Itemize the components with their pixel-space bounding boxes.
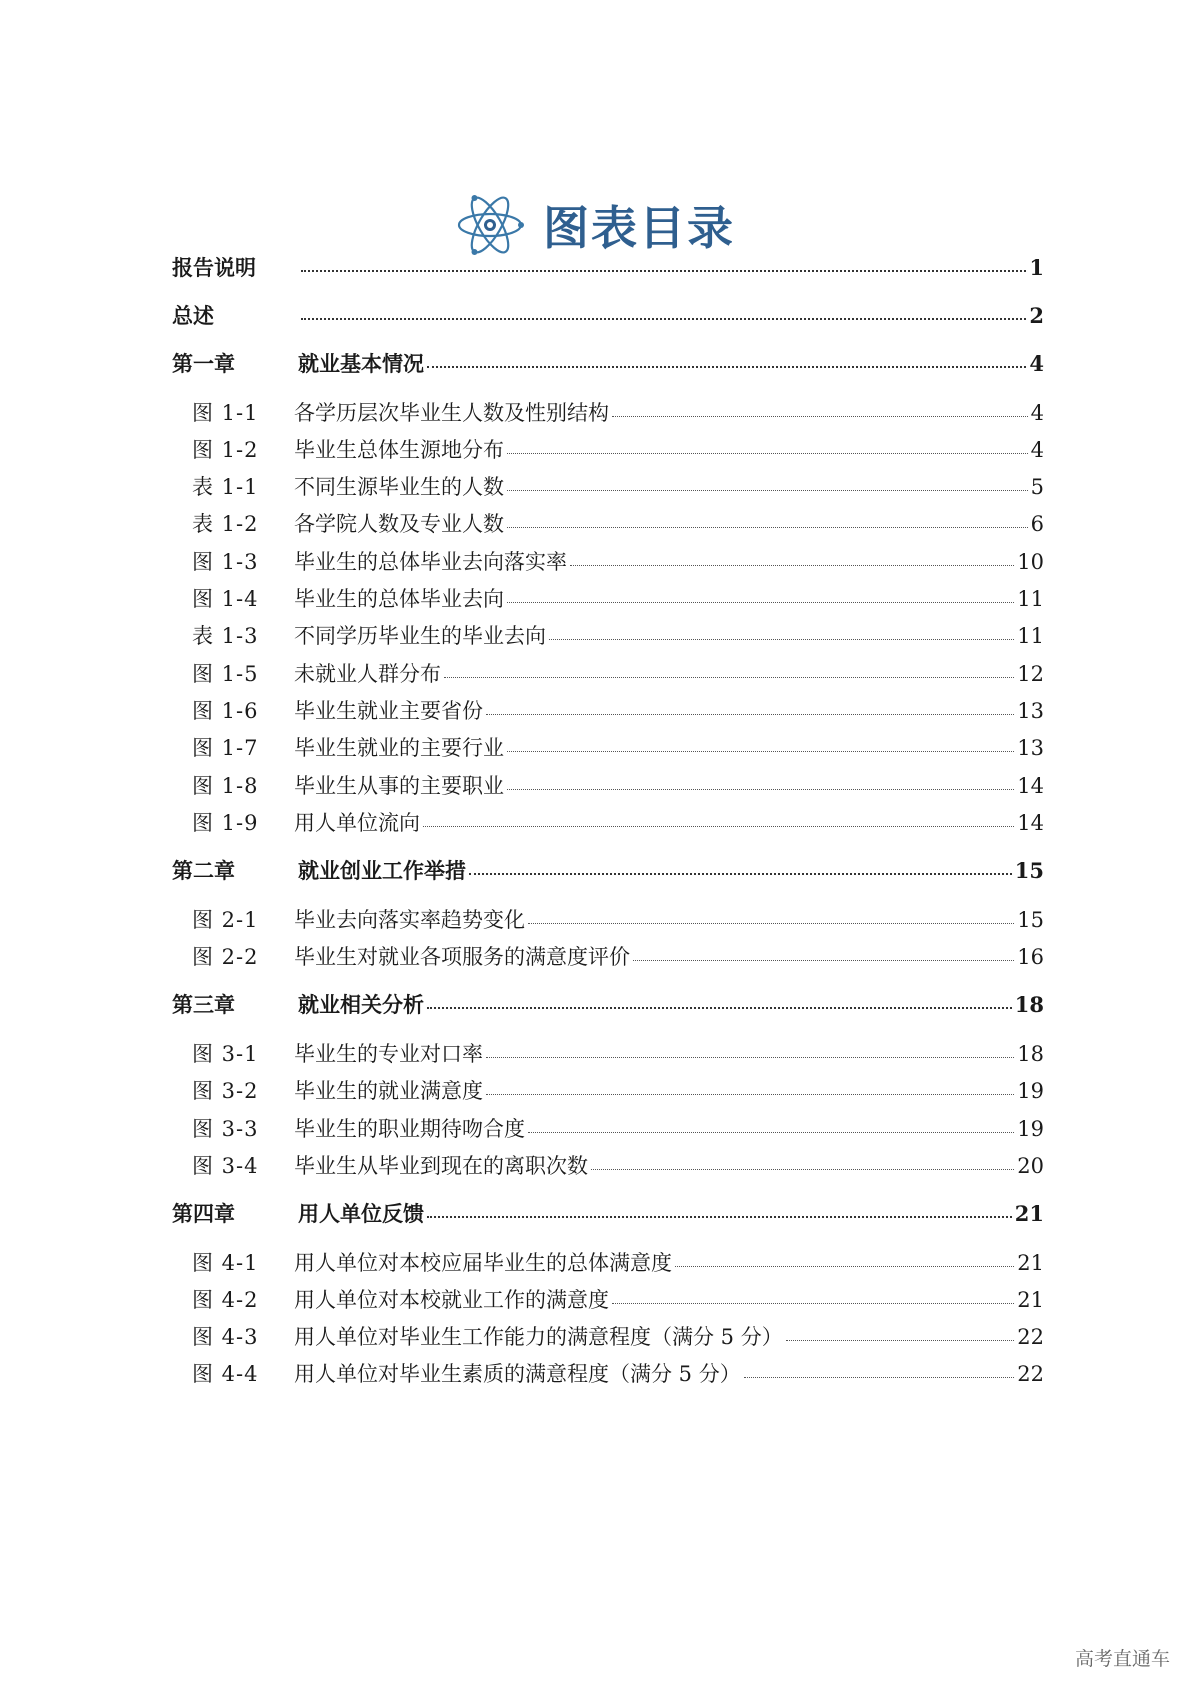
toc-title: 毕业生从毕业到现在的离职次数 [294,1154,588,1178]
toc-title: 用人单位对毕业生素质的满意程度（满分 5 分） [294,1362,741,1386]
toc-page-number: 4 [1030,401,1044,425]
dot-leader [486,1093,1014,1095]
dot-leader [486,713,1014,715]
toc-label: 总述 [172,304,214,328]
dot-leader [507,750,1014,752]
toc-label: 图 1-9 [192,811,259,835]
dot-leader [549,638,1014,640]
dot-leader [528,922,1014,924]
dot-leader [612,415,1028,417]
dot-leader [675,1265,1014,1267]
toc-entry-row[interactable] [192,658,1044,688]
toc-label: 图 2-2 [192,945,259,969]
toc-title: 毕业生的总体毕业去向落实率 [294,550,567,574]
toc-title: 用人单位对本校就业工作的满意度 [294,1288,609,1312]
toc-label: 图 1-8 [192,774,259,798]
toc-label: 报告说明 [172,256,256,280]
dot-leader [786,1339,1015,1341]
toc-page-number: 15 [1017,908,1044,932]
toc-entry-row[interactable] [192,620,1044,650]
toc-title: 就业基本情况 [298,352,424,376]
toc-entry-row[interactable] [192,770,1044,800]
toc-entry-row[interactable] [192,1358,1044,1388]
toc-page-number: 10 [1017,550,1044,574]
toc-page-number: 11 [1017,587,1044,611]
toc-label: 图 1-7 [192,736,259,760]
toc-page-number: 11 [1017,624,1044,648]
toc-title: 毕业生的专业对口率 [294,1042,483,1066]
toc-chapter-row[interactable] [172,1198,1044,1228]
toc-title: 毕业生就业主要省份 [294,699,483,723]
toc-page-number: 19 [1017,1117,1044,1141]
toc-chapter-row[interactable] [172,855,1044,885]
toc-entry-row[interactable] [192,397,1044,427]
toc-label: 图 3-4 [192,1154,259,1178]
dot-leader [744,1376,1015,1378]
toc-entry-row[interactable] [192,434,1044,464]
toc-entry-row[interactable] [192,904,1044,934]
toc-title: 各学历层次毕业生人数及性别结构 [294,401,609,425]
toc-entry-row[interactable] [192,1150,1044,1180]
toc-entry-row[interactable] [192,695,1044,725]
toc-title: 不同学历毕业生的毕业去向 [294,624,546,648]
toc-page-number: 22 [1017,1362,1044,1386]
toc-page-number: 22 [1017,1325,1044,1349]
toc-page-number: 16 [1017,945,1044,969]
dot-leader [469,872,1012,875]
toc-entry-row[interactable] [192,941,1044,971]
toc-label: 第三章 [172,993,235,1017]
toc-page-number: 21 [1014,1201,1044,1226]
toc-entry-row[interactable] [192,508,1044,538]
toc-page-number: 14 [1017,811,1044,835]
toc-page-number: 19 [1017,1079,1044,1103]
toc-title: 用人单位对本校应届毕业生的总体满意度 [294,1251,672,1275]
toc-title: 毕业生从事的主要职业 [294,774,504,798]
dot-leader [427,365,1026,368]
toc-label: 图 1-6 [192,699,259,723]
toc-label: 表 1-1 [192,475,259,499]
dot-leader [301,269,1026,272]
watermark: 高考直通车 [1074,1648,1170,1670]
toc-chapter-row[interactable] [172,300,1044,330]
toc-page-number: 18 [1014,992,1044,1017]
toc-title: 用人单位流向 [294,811,420,835]
toc-page-number: 2 [1029,303,1044,328]
dot-leader [528,1131,1014,1133]
dot-leader [612,1302,1014,1304]
toc-title: 毕业生就业的主要行业 [294,736,504,760]
toc-page-number: 1 [1029,255,1044,280]
toc-entry-row[interactable] [192,1038,1044,1068]
toc-label: 图 1-3 [192,550,259,574]
toc-entry-row[interactable] [192,471,1044,501]
dot-leader [507,788,1014,790]
toc-title: 不同生源毕业生的人数 [294,475,504,499]
toc-title: 毕业去向落实率趋势变化 [294,908,525,932]
dot-leader [444,676,1014,678]
dot-leader [570,564,1014,566]
dot-leader [507,601,1014,603]
toc-title: 用人单位反馈 [298,1202,424,1226]
toc-label: 图 1-2 [192,438,259,462]
toc-label: 第四章 [172,1202,235,1226]
dot-leader [507,526,1028,528]
toc-label: 图 2-1 [192,908,259,932]
toc-title: 用人单位对毕业生工作能力的满意程度（满分 5 分） [294,1325,783,1349]
toc-label: 图 4-2 [192,1288,259,1312]
toc-title: 各学院人数及专业人数 [294,512,504,536]
toc-entry-row[interactable] [192,546,1044,576]
toc-page-number: 4 [1029,351,1044,376]
toc-entry-row[interactable] [192,1284,1044,1314]
toc-title: 毕业生总体生源地分布 [294,438,504,462]
toc-page-number: 13 [1017,699,1044,723]
toc-entry-row[interactable] [192,1247,1044,1277]
toc-label: 图 4-1 [192,1251,259,1275]
toc-label: 图 1-1 [192,401,259,425]
toc-chapter-row[interactable] [172,989,1044,1019]
dot-leader [507,452,1028,454]
toc-chapter-row[interactable] [172,348,1044,378]
toc-page-number: 18 [1017,1042,1044,1066]
toc-page-number: 5 [1030,475,1044,499]
toc-page-number: 4 [1030,438,1044,462]
toc-page-number: 21 [1017,1288,1044,1312]
toc-label: 第一章 [172,352,235,376]
toc-entry-row[interactable] [192,732,1044,762]
toc-label: 图 4-4 [192,1362,259,1386]
toc-title: 就业创业工作举措 [298,859,466,883]
toc-page-number: 12 [1017,662,1044,686]
toc-entry-row[interactable] [192,807,1044,837]
dot-leader [486,1056,1014,1058]
toc-title: 毕业生对就业各项服务的满意度评价 [294,945,630,969]
dot-leader [423,825,1014,827]
toc-title: 毕业生的总体毕业去向 [294,587,504,611]
toc-page-number: 6 [1030,512,1044,536]
toc-label: 图 4-3 [192,1325,259,1349]
toc-entry-row[interactable] [192,1075,1044,1105]
toc-entry-row[interactable] [192,1113,1044,1143]
dot-leader [427,1215,1012,1218]
page-header [0,190,1190,260]
toc-page-number: 15 [1014,858,1044,883]
toc-label: 图 3-2 [192,1079,259,1103]
toc-label: 第二章 [172,859,235,883]
toc-label: 图 1-5 [192,662,259,686]
toc-title: 未就业人群分布 [294,662,441,686]
toc-title: 就业相关分析 [298,993,424,1017]
page-title: 图表目录 [543,201,735,255]
dot-leader [591,1168,1014,1170]
dot-leader [301,317,1026,320]
toc-page-number: 20 [1017,1154,1044,1178]
dot-leader [633,959,1014,961]
toc-page-number: 14 [1017,774,1044,798]
toc-label: 图 3-1 [192,1042,259,1066]
dot-leader [507,489,1028,491]
dot-leader [427,1006,1012,1009]
toc-label: 表 1-3 [192,624,259,648]
toc-page-number: 13 [1017,736,1044,760]
toc-entry-row[interactable] [192,583,1044,613]
toc-page-number: 21 [1017,1251,1044,1275]
toc-chapter-row[interactable] [172,252,1044,282]
toc-title: 毕业生的职业期待吻合度 [294,1117,525,1141]
toc-title: 毕业生的就业满意度 [294,1079,483,1103]
toc-label: 表 1-2 [192,512,259,536]
toc-label: 图 3-3 [192,1117,259,1141]
toc-label: 图 1-4 [192,587,259,611]
toc-entry-row[interactable] [192,1321,1044,1351]
atom-icon [455,190,525,260]
